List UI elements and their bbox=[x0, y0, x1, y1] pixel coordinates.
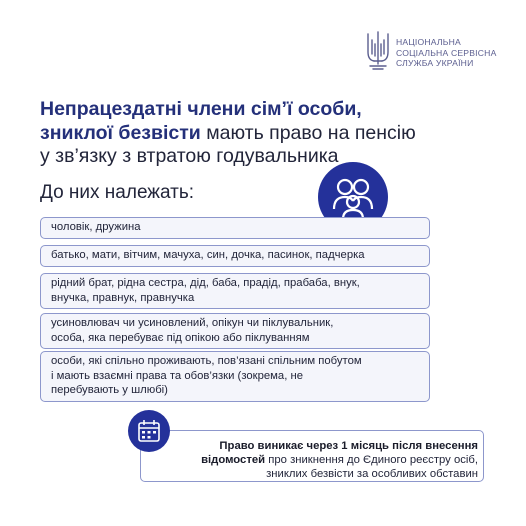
list-item bbox=[40, 217, 430, 239]
list-item-text: і мають взаємні права та обов’язки (зокрема, не bbox=[51, 369, 304, 382]
list-item-text: перебувають у шлюбі) bbox=[51, 384, 168, 396]
logo-line: СЛУЖБА УКРАЇНИ bbox=[396, 58, 474, 68]
nssu-logo bbox=[366, 30, 497, 72]
logo-line: СОЦІАЛЬНА СЕРВІСНА bbox=[396, 47, 497, 58]
trident-emblem-icon bbox=[366, 30, 390, 72]
callout-line: зниклих безвісти за особливих обставин bbox=[266, 468, 478, 481]
list-item bbox=[40, 351, 430, 402]
list-item-text: рідний брат, рідна сестра, дід, баба, прадід, прабаба, внук, bbox=[51, 277, 360, 289]
family-icon bbox=[327, 171, 379, 223]
list-item-text: батько, мати, вітчим, мачуха, син, дочка, пасинок, падчерка bbox=[51, 249, 365, 261]
list-item bbox=[40, 273, 430, 309]
callout-bold: відомостей bbox=[201, 454, 266, 467]
list-item-text: внучка, правнук, правнучка bbox=[51, 291, 195, 304]
logo-text bbox=[396, 37, 497, 69]
list-item bbox=[40, 313, 430, 349]
callout-line: про зникнення до Єдиного реєстру осіб, bbox=[265, 454, 478, 467]
list-item-text: чоловік, дружина bbox=[51, 221, 141, 233]
list-item-text: особа, яка перебуває під опікою або піклуванням bbox=[51, 331, 310, 344]
page-headline bbox=[40, 98, 500, 169]
headline-text: мають право на пенсію bbox=[200, 121, 416, 144]
headline-highlight: Непрацездатні члени сім’ї особи, bbox=[40, 98, 362, 120]
list-item bbox=[40, 245, 430, 267]
list-subheading: До них належать: bbox=[40, 182, 195, 203]
logo-line: НАЦІОНАЛЬНА bbox=[396, 37, 461, 47]
list-item-text: особи, які спільно проживають, пов’язані спільним побутом bbox=[51, 355, 362, 367]
list-item-text: усиновлювач чи усиновлений, опікун чи піклувальник, bbox=[51, 317, 334, 329]
headline-text: у зв’язку з втратою годувальника bbox=[40, 145, 339, 167]
headline-highlight: зниклої безвісти bbox=[40, 121, 201, 144]
callout-text bbox=[158, 439, 478, 482]
callout-bold: Право виникає через 1 місяць після внесення bbox=[219, 440, 478, 452]
